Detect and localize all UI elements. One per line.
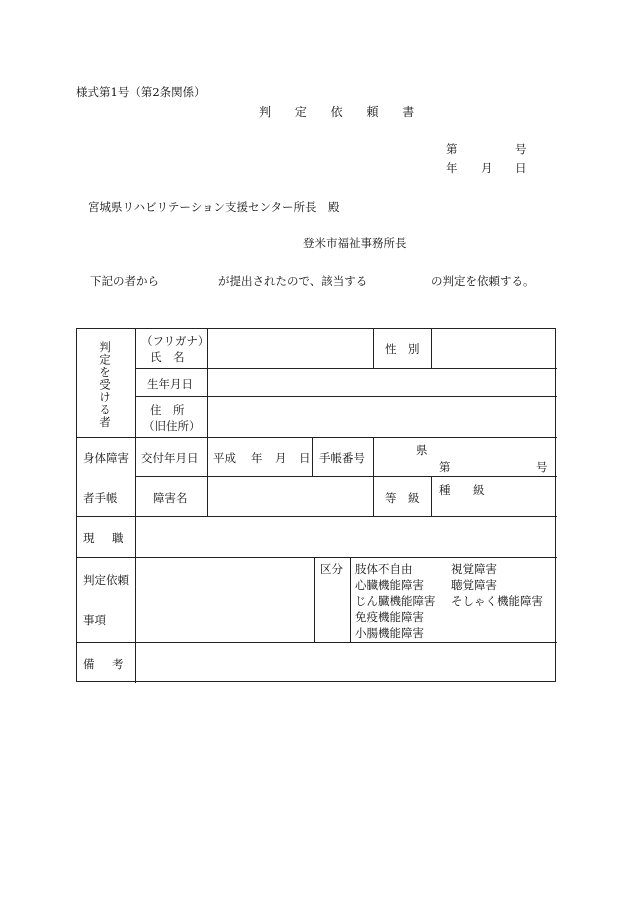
issue-date-day: 日 bbox=[299, 451, 311, 465]
request-text-part1: 下記の者から bbox=[90, 274, 159, 288]
grade-label: 等 級 bbox=[385, 491, 420, 505]
request-text-part2: が提出されたので、該当する bbox=[218, 274, 368, 288]
type-label: 種 bbox=[439, 483, 451, 497]
date-month-label: 月 bbox=[481, 161, 493, 175]
prefecture-label: 県 bbox=[416, 443, 428, 457]
birth-date-label: 生年月日 bbox=[147, 377, 193, 391]
handbook-number-dai: 第 bbox=[439, 460, 451, 474]
number-label-go: 号 bbox=[515, 142, 527, 156]
sex-label: 性 別 bbox=[385, 342, 420, 356]
sender: 登米市福祉事務所長 bbox=[303, 236, 407, 250]
category-hearing: 聴覚障害 bbox=[451, 578, 497, 592]
number-label-dai: 第 bbox=[446, 142, 458, 156]
category-immune: 免疫機能障害 bbox=[355, 610, 424, 624]
page-title: 判 定 依 頼 書 bbox=[259, 105, 425, 119]
name-label: 氏 名 bbox=[150, 350, 185, 364]
addressee: 宮城県リハビリテーション支援センター所長 殿 bbox=[88, 200, 340, 214]
address-label: 住 所 bbox=[150, 403, 185, 417]
category-kidney: じん臓機能障害 bbox=[355, 594, 436, 608]
handbook-number-label: 手帳番号 bbox=[319, 451, 365, 465]
category-limb: 肢体不自由 bbox=[355, 562, 413, 576]
category-small-intestine: 小腸機能障害 bbox=[355, 626, 424, 640]
date-day-label: 日 bbox=[515, 161, 527, 175]
furigana-label: （フリガナ） bbox=[141, 334, 210, 348]
issue-date-month: 月 bbox=[275, 451, 287, 465]
handbook-number-go: 号 bbox=[536, 460, 548, 474]
grade-unit: 級 bbox=[473, 483, 485, 497]
category-chewing: そしゃく機能障害 bbox=[451, 594, 543, 608]
date-year-label: 年 bbox=[446, 161, 458, 175]
category-label: 区分 bbox=[320, 562, 343, 576]
former-address-label: （旧住所） bbox=[143, 419, 201, 433]
issue-date-era: 平成 bbox=[213, 451, 236, 465]
handbook-label-2: 者手帳 bbox=[83, 491, 118, 505]
request-table bbox=[76, 328, 556, 682]
handbook-label-1: 身体障害 bbox=[83, 451, 129, 465]
subject-label: 判定を受ける者 bbox=[98, 341, 112, 429]
form-number: 様式第1号（第2条関係） bbox=[76, 85, 206, 99]
category-heart: 心臓機能障害 bbox=[355, 578, 424, 592]
category-visual: 視覚障害 bbox=[451, 562, 497, 576]
request-item-label-2: 事項 bbox=[83, 613, 106, 627]
issue-date-year: 年 bbox=[251, 451, 263, 465]
issue-date-label: 交付年月日 bbox=[141, 451, 199, 465]
remarks-label: 備 考 bbox=[83, 657, 127, 671]
request-text-part3: の判定を依頼する。 bbox=[431, 274, 535, 288]
request-item-label-1: 判定依頼 bbox=[83, 573, 129, 587]
occupation-label: 現 職 bbox=[83, 531, 127, 545]
disability-name-label: 障害名 bbox=[153, 491, 188, 505]
